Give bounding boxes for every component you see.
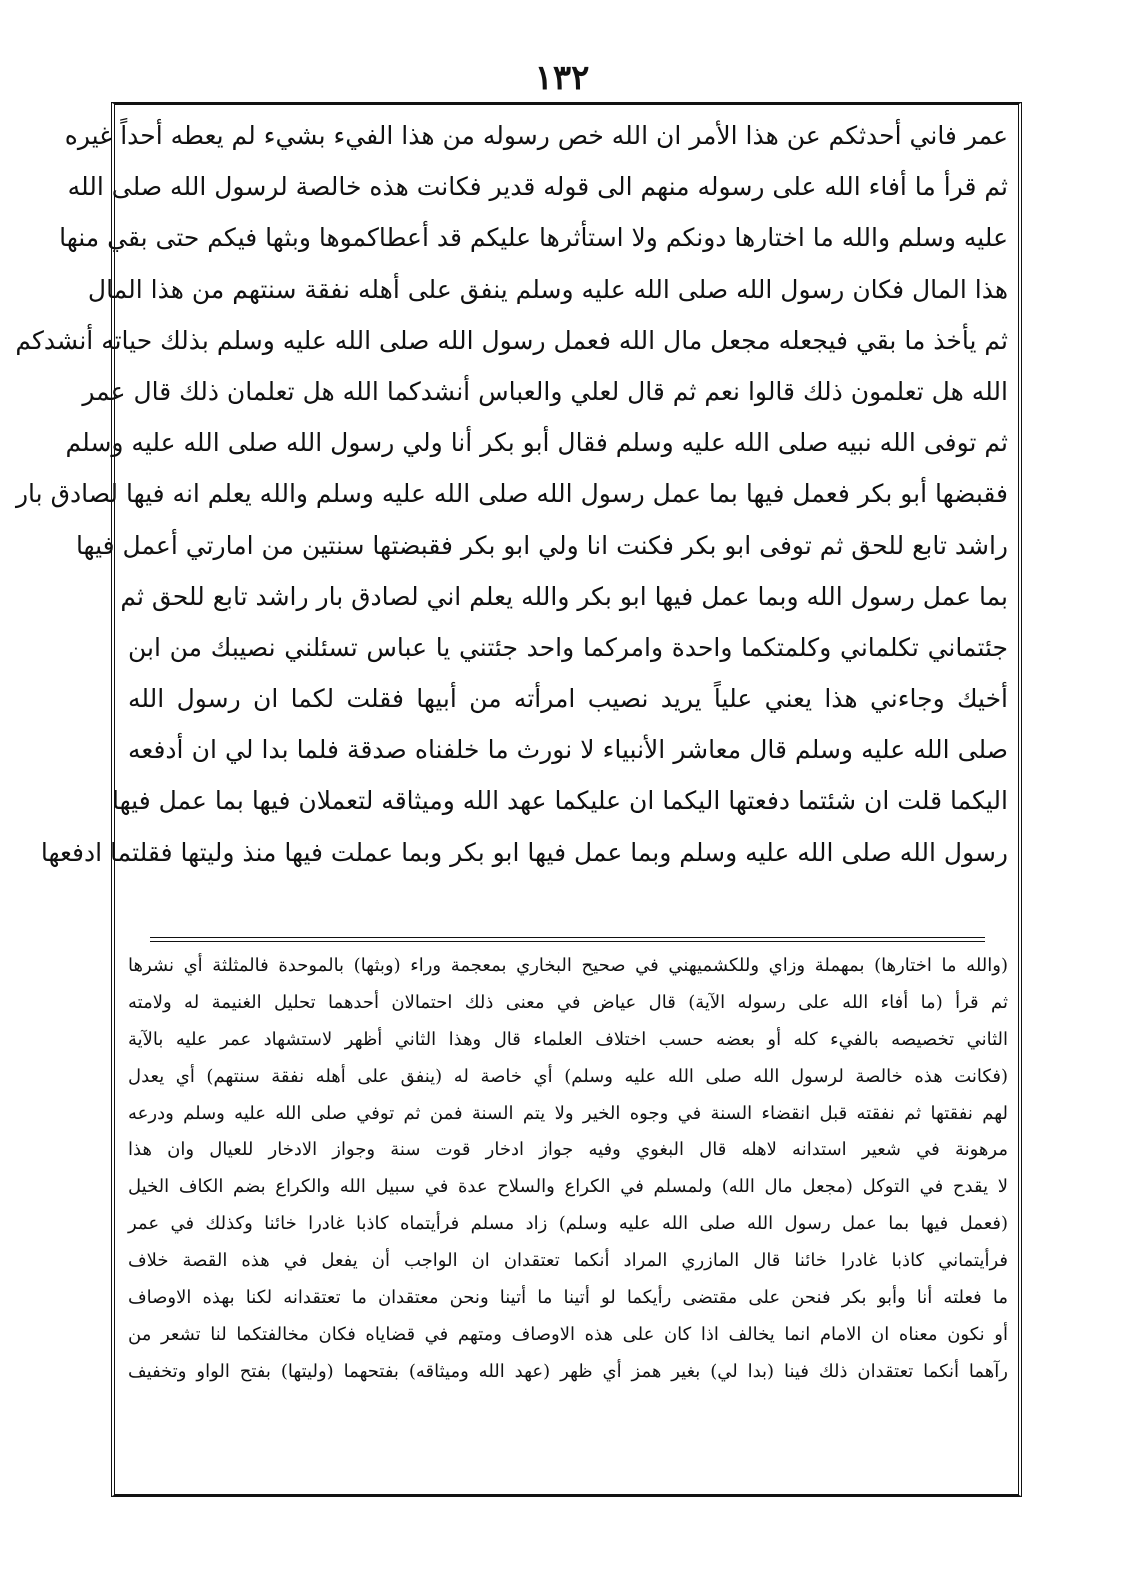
footnote-line: ثم قرأ (ما أفاء الله على رسوله الآية) قال عياض في معنى ذلك احتمالان أحدهما تحليل الغنيمة له ولامته bbox=[128, 991, 1008, 1013]
main-text-line: رسول الله صلى الله عليه وسلم وبما عمل فيها ابو بكر وبما عملت فيها منذ وليتها فقلتما ادفعها bbox=[40, 837, 1008, 867]
page-number: ١٣٢ bbox=[534, 58, 590, 98]
main-text-line: صلى الله عليه وسلم قال معاشر الأنبياء لا نورث ما خلفناه صدقة فلما بدا لي ان أدفعه bbox=[128, 735, 1008, 765]
main-text-line: بما عمل رسول الله وبما عمل فيها ابو بكر والله يعلم اني لصادق بار راشد تابع للحق ثم bbox=[120, 581, 1008, 611]
main-text-line: ثم يأخذ ما بقي فيجعله مجعل مال الله فعمل رسول الله صلى الله عليه وسلم بذلك حياته أنشدكم bbox=[15, 325, 1008, 355]
main-text bbox=[15, 110, 1008, 878]
footnote-line: فرأيتماني كاذبا غادرا خائنا قال المازري المراد أنكما تعتقدان ان الواجب أن يفعل في هذه القصة خلاف bbox=[128, 1250, 1008, 1272]
main-text-line: عمر فاني أحدثكم عن هذا الأمر ان الله خص رسوله من هذا الفيء بشيء لم يعطه أحداً غيره bbox=[64, 121, 1008, 150]
footnote-line: الثاني تخصيصه بالفيء كله أو بعضه حسب اختلاف العلماء قال وهذا الثاني أظهر لاستشهاد عمر عليه بالآية bbox=[128, 1028, 1008, 1050]
footnote-line: (والله ما اختارها) بمهملة وزاي وللكشميهني في صحيح البخاري بمعجمة وراء (وبثها) بالموحدة فالمثلثة أي نشرها bbox=[128, 955, 1008, 976]
main-text-line: راشد تابع للحق ثم توفى ابو بكر فكنت انا ولي ابو بكر فقبضتها سنتين من امارتي أعمل فيها bbox=[75, 530, 1008, 560]
main-text-line: الله هل تعلمون ذلك قالوا نعم ثم قال لعلي والعباس أنشدكما الله هل تعلمان ذلك قال عمر bbox=[82, 376, 1008, 406]
main-text-line: هذا المال فكان رسول الله صلى الله عليه وسلم ينفق على أهله نفقة سنتهم من هذا المال bbox=[87, 274, 1008, 304]
main-text-line: أخيك وجاءني هذا يعني علياً يريد نصيب امرأته من أبيها فقلت لكما ان رسول الله bbox=[128, 684, 1008, 714]
footnotes bbox=[128, 948, 1008, 1391]
footnote-line: أو نكون معناه ان الامام انما يخالف اذا كان على هذه الاوصاف ومتهم في قضاياه فكان مخالفتكما لنا تشعر من bbox=[128, 1323, 1008, 1345]
main-text-line: فقبضها أبو بكر فعمل فيها بما عمل رسول الله صلى الله عليه وسلم والله يعلم انه فيها لصادق بار bbox=[15, 479, 1008, 509]
footnote-line: (فعمل فيها بما عمل رسول الله صلى الله عليه وسلم) زاد مسلم فرأيتماه كاذبا غادرا خائنا وكذلك في عمر bbox=[128, 1213, 1008, 1235]
footnote-line: مرهونة في شعير استدانه لاهله قال البغوي وفيه جواز ادخار قوت سنة وجواز الادخار للعيال وان هذا bbox=[128, 1139, 1008, 1161]
main-text-line: جئتماني تكلماني وكلمتكما واحدة وامركما واحد جئتني يا عباس تسئلني نصيبك من ابن bbox=[128, 632, 1008, 662]
footnote-line: رآهما أنكما تعتقدان ذلك فينا (بدا لي) بغير همز أي ظهر (عهد الله وميثاقه) بفتحهما (وليتها) بفتح الواو وتخفيف bbox=[128, 1360, 1008, 1382]
footnote-line: ما فعلته أنا وأبو بكر فنحن على مقتضى رأيكما لو أتينا ما أتينا ونحن معتقدان ما تعتقدانه لكنا بهذه الاوصاف bbox=[128, 1287, 1008, 1309]
footnote-separator bbox=[150, 937, 985, 942]
footnote-line: (فكانت هذه خالصة لرسول الله صلى الله عليه وسلم) أي خاصة له (ينفق على أهله نفقة سنتهم) أي يعدل bbox=[128, 1065, 1008, 1087]
footnote-line: لا يقدح في التوكل (مجعل مال الله) ولمسلم في الكراع والسلاح عدة في سبيل الله والكراع بضم الكاف الخيل bbox=[128, 1176, 1008, 1198]
main-text-line: عليه وسلم والله ما اختارها دونكم ولا استأثرها عليكم قد أعطاكموها وبثها فيكم حتى بقي منها bbox=[59, 223, 1008, 253]
main-text-line: اليكما قلت ان شئتما دفعتها اليكما ان عليكما عهد الله وميثاقه لتعملان فيها بما عمل فيها bbox=[112, 786, 1008, 816]
main-text-line: ثم توفى الله نبيه صلى الله عليه وسلم فقال أبو بكر أنا ولي رسول الله صلى الله عليه وسلم bbox=[65, 428, 1008, 458]
footnote-line: لهم نفقتها ثم نفقته قبل انقضاء السنة في وجوه الخير ولا يتم السنة فمن ثم توفي صلى الله عليه وسلم ودرعه bbox=[128, 1102, 1008, 1124]
main-text-line: ثم قرأ ما أفاء الله على رسوله منهم الى قوله قدير فكانت هذه خالصة لرسول الله صلى الله bbox=[67, 172, 1008, 202]
